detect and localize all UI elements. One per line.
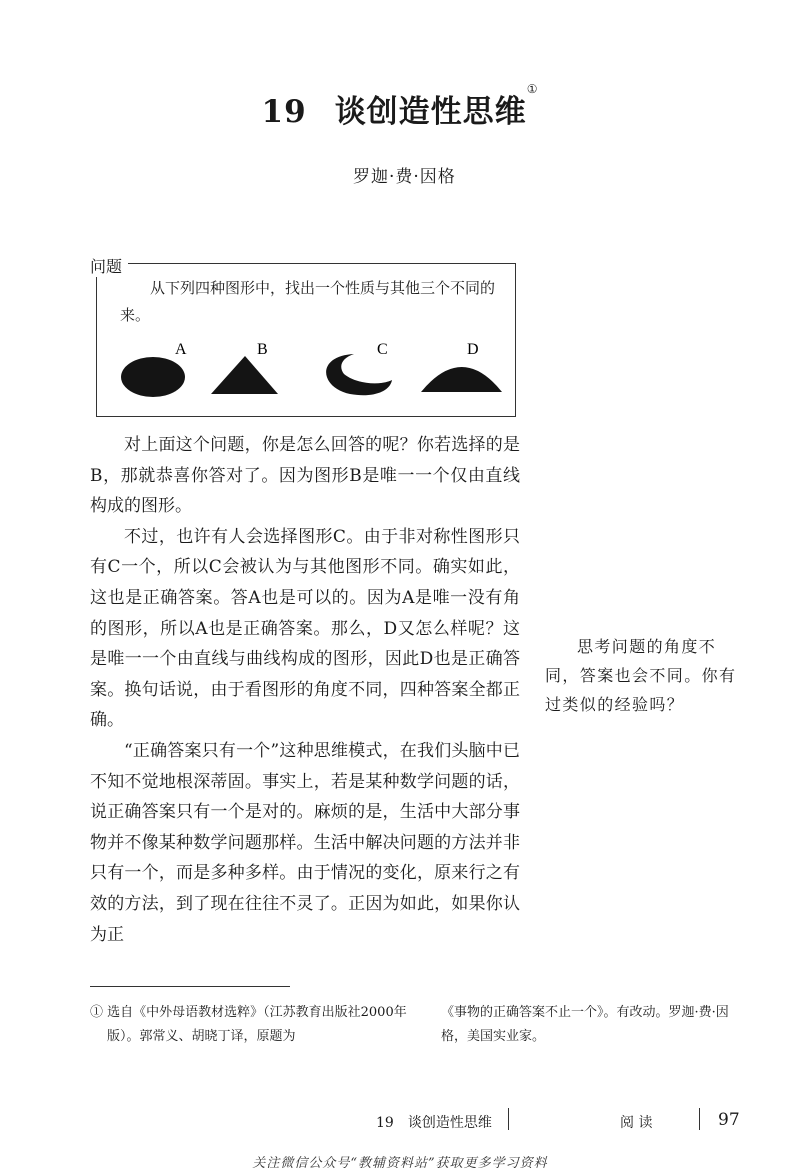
problem-figures	[110, 336, 510, 406]
shape-b-triangle	[211, 356, 278, 394]
shape-label-c: C	[377, 341, 388, 358]
paragraph-2: 不过，也许有人会选择图形C。由于非对称性图形只有C一个，所以C会被认为与其他图形不同。确实如此，这也是正确答案。答A也是可以的。因为A是唯一没有角的图形，所以A也是正确答案。那么，D又怎么样呢？这是唯一一个由直线与曲线构成的图形，因此D也是正确答案。换句话说，由于看图形的角度不同，四种答案全都正确。	[90, 526, 520, 731]
paragraph-1: 对上面这个问题，你是怎么回答的呢？你若选择的是B，那就恭喜你答对了。因为图形B是唯一一个仅由直线构成的图形。	[90, 435, 520, 517]
lesson-title	[0, 82, 800, 131]
margin-note: 思考问题的角度不同，答案也会不同。你有过类似的经验吗？	[545, 637, 737, 714]
shape-a-ellipse	[121, 357, 185, 397]
paragraph-3: “正确答案只有一个”这种思维模式，在我们头脑中已不知不觉地根深蒂固。事实上，若是某种数学问题的话，说正确答案只有一个是对的。麻烦的是，生活中大部分事物并不像某种数学问题那样。生活中解决问题的方法并非只有一个，而是多种多样。由于情况的变化，原来行之有效的方法，到了现在往往不灵了。正因为如此，如果你认为正	[90, 740, 520, 945]
footer-divider-2	[699, 1108, 700, 1130]
footer-divider-1	[508, 1108, 509, 1130]
footer-section: 阅 读	[620, 1115, 653, 1131]
shape-d-semicircle	[421, 367, 502, 392]
shape-label-d: D	[467, 341, 479, 358]
problem-text: 从下列四种图形中，找出一个性质与其他三个不同的来。	[120, 279, 496, 324]
shape-label-a: A	[175, 341, 187, 358]
problem-label: 问题	[90, 254, 128, 277]
lesson-number: 19	[261, 94, 307, 130]
footnote-divider	[90, 986, 290, 987]
main-text	[90, 430, 520, 950]
footnote-mark[interactable]: ①	[526, 82, 539, 96]
footnote-right: 《事物的正确答案不止一个》。有改动。罗迦·费·因格，美国实业家。	[441, 1005, 729, 1044]
page-number: 97	[718, 1110, 740, 1130]
footnote-text-1: ① 选自《中外母语教材选粹》（江苏教育出版社2000年版）。郭常义、胡晓丁译，原题为	[90, 1005, 407, 1044]
shape-label-b: B	[257, 341, 268, 358]
lesson-title-text: 谈创造性思维	[334, 94, 527, 130]
footer-lesson-label: 19 谈创造性思维	[376, 1115, 492, 1131]
footnote-left	[90, 1001, 410, 1049]
author-name: 罗迦·费·因格	[353, 167, 456, 187]
shape-c-crescent	[326, 354, 392, 395]
watermark-text: 关注微信公众号“教辅资料站”获取更多学习资料	[252, 1156, 548, 1171]
